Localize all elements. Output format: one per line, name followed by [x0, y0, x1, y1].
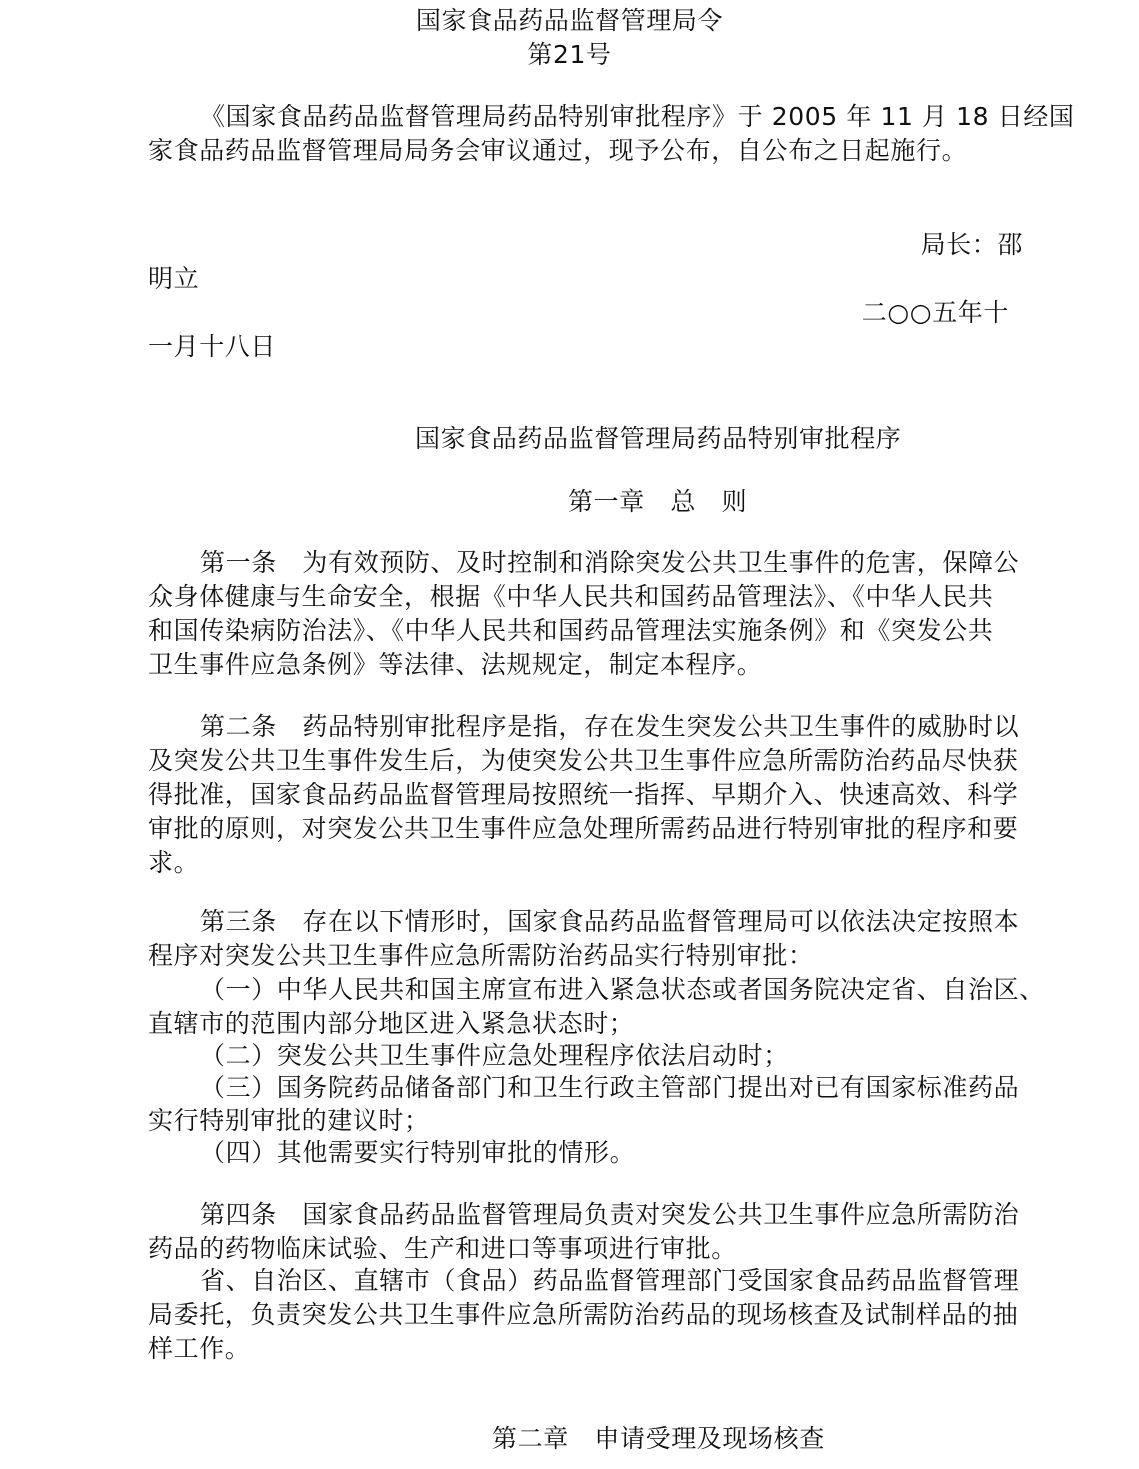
article-line: 直辖市的范围内部分地区进入紧急状态时； [148, 1009, 635, 1038]
article-line: （二）突发公共卫生事件应急处理程序依法启动时； [200, 1041, 789, 1070]
order-number: 第21号 [527, 40, 612, 69]
chapter-heading: 第一章 总 则 [568, 487, 748, 516]
date-line: 二○○五年十 [861, 298, 1009, 327]
signature-line: 明立 [148, 264, 200, 293]
article-line: 程序对突发公共卫生事件应急所需防治药品实行特别审批： [148, 941, 814, 970]
intro-line: 《国家食品药品监督管理局药品特别审批程序》于 2005 年 11 月 18 日经国 [200, 102, 1075, 131]
intro-line: 家食品药品监督管理局局务会审议通过，现予公布，自公布之日起施行。 [148, 136, 968, 165]
article-line: 求。 [148, 848, 200, 877]
article-line: （四）其他需要实行特别审批的情形。 [200, 1138, 636, 1167]
article-line: 省、自治区、直辖市（食品）药品监督管理部门受国家食品药品监督管理 [200, 1266, 1020, 1295]
order-title: 国家食品药品监督管理局令 [415, 6, 724, 35]
article-line: 和国传染病防治法》、《中华人民共和国药品管理法实施条例》和《突发公共 [148, 616, 994, 645]
article-line: （三）国务院药品储备部门和卫生行政主管部门提出对已有国家标准药品 [200, 1073, 1020, 1102]
article-line: （一）中华人民共和国主席宣布进入紧急状态或者国务院决定省、自治区、 [200, 975, 1045, 1004]
date-line: 一月十八日 [148, 332, 277, 361]
article-line: 第三条 存在以下情形时，国家食品药品监督管理局可以依法决定按照本 [200, 907, 1020, 936]
regulation-title: 国家食品药品监督管理局药品特别审批程序 [415, 424, 902, 453]
article-line: 实行特别审批的建议时； [148, 1106, 430, 1135]
article-line: 及突发公共卫生事件发生后，为使突发公共卫生事件应急所需防治药品尽快获 [148, 746, 1019, 775]
article-line: 得批准，国家食品药品监督管理局按照统一指挥、早期介入、快速高效、科学 [148, 780, 1019, 809]
article-line: 第四条 国家食品药品监督管理局负责对突发公共卫生事件应急所需防治 [200, 1200, 1020, 1229]
signature-line: 局长：邵 [920, 230, 1023, 259]
article-line: 药品的药物临床试验、生产和进口等事项进行审批。 [148, 1234, 737, 1263]
article-line: 审批的原则，对突发公共卫生事件应急处理所需药品进行特别审批的程序和要 [148, 814, 1019, 843]
article-line: 卫生事件应急条例》等法律、法规规定，制定本程序。 [148, 650, 763, 679]
article-line: 局委托，负责突发公共卫生事件应急所需防治药品的现场核查及试制样品的抽 [148, 1300, 1019, 1329]
article-line: 第一条 为有效预防、及时控制和消除突发公共卫生事件的危害，保障公 [200, 548, 1020, 577]
article-line: 样工作。 [148, 1334, 251, 1363]
article-line: 第二条 药品特别审批程序是指，存在发生突发公共卫生事件的威胁时以 [200, 712, 1020, 741]
chapter-heading: 第二章 申请受理及现场核查 [492, 1424, 825, 1453]
article-line: 众身体健康与生命安全，根据《中华人民共和国药品管理法》、《中华人民共 [148, 582, 994, 611]
